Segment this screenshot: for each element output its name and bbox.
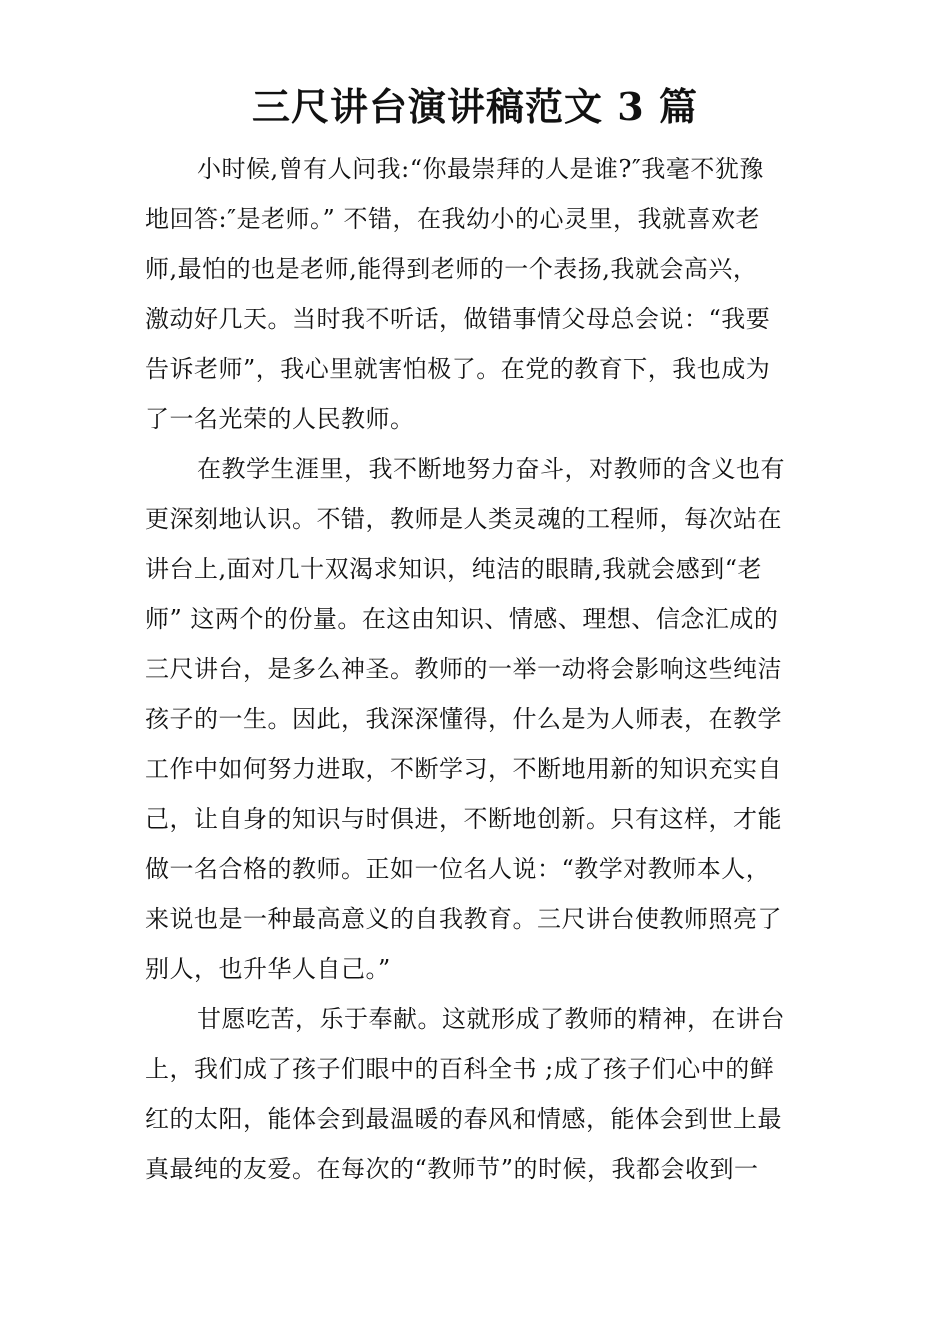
paragraph-line: 红的太阳，能体会到最温暖的春风和情感，能体会到世上最	[145, 1105, 782, 1133]
paragraph-line: 师,最怕的也是老师,能得到老师的一个表扬,我就会高兴，	[145, 255, 758, 283]
paragraph-line: 师” 这两个的份量。在这由知识、情感、理想、信念汇成的	[145, 605, 779, 633]
paragraph-1	[145, 144, 810, 444]
paragraph-line: 真最纯的友爱。在每次的“教师节”的时候，我都会收到一	[145, 1155, 759, 1183]
paragraph-line: 来说也是一种最高意义的自我教育。三尺讲台使教师照亮了	[145, 905, 782, 933]
paragraph-line: 小时候,曾有人问我:“你最崇拜的人是谁?″我毫不犹豫	[197, 155, 764, 183]
paragraph-line: 三尺讲台，是多么神圣。教师的一举一动将会影响这些纯洁	[145, 655, 782, 683]
paragraph-line: 别人，也升华人自己。”	[145, 955, 391, 983]
paragraph-line: 做一名合格的教师。正如一位名人说：“教学对教师本人，	[145, 855, 771, 883]
paragraph-line: 激动好几天。当时我不听话，做错事情父母总会说：“我要	[145, 305, 771, 333]
paragraph-line: 孩子的一生。因此，我深深懂得，什么是为人师表，在教学	[145, 705, 782, 733]
paragraph-line: 告诉老师”，我心里就害怕极了。在党的教育下，我也成为	[145, 355, 771, 383]
paragraph-line: 讲台上,面对几十双渴求知识，纯洁的眼睛,我就会感到“老	[145, 555, 763, 583]
document-title: 三尺讲台演讲稿范文 3 篇	[252, 84, 698, 129]
paragraph-line: 上，我们成了孩子们眼中的百科全书 ;成了孩子们心中的鲜	[145, 1055, 775, 1083]
paragraph-line: 己，让自身的知识与时俱进，不断地创新。只有这样，才能	[145, 805, 782, 833]
paragraph-line: 甘愿吃苦，乐于奉献。这就形成了教师的精神，在讲台	[197, 1005, 785, 1033]
paragraph-line: 在教学生涯里，我不断地努力奋斗，对教师的含义也有	[197, 455, 785, 483]
document-body	[145, 144, 810, 1194]
paragraph-line: 了一名光荣的人民教师。	[145, 405, 415, 433]
paragraph-2	[145, 444, 810, 994]
paragraph-line: 工作中如何努力进取，不断学习，不断地用新的知识充实自	[145, 755, 782, 783]
paragraph-3	[145, 994, 810, 1194]
paragraph-line: 地回答:″是老师。” 不错，在我幼小的心灵里，我就喜欢老	[145, 205, 760, 233]
paragraph-line: 更深刻地认识。不错，教师是人类灵魂的工程师，每次站在	[145, 505, 782, 533]
